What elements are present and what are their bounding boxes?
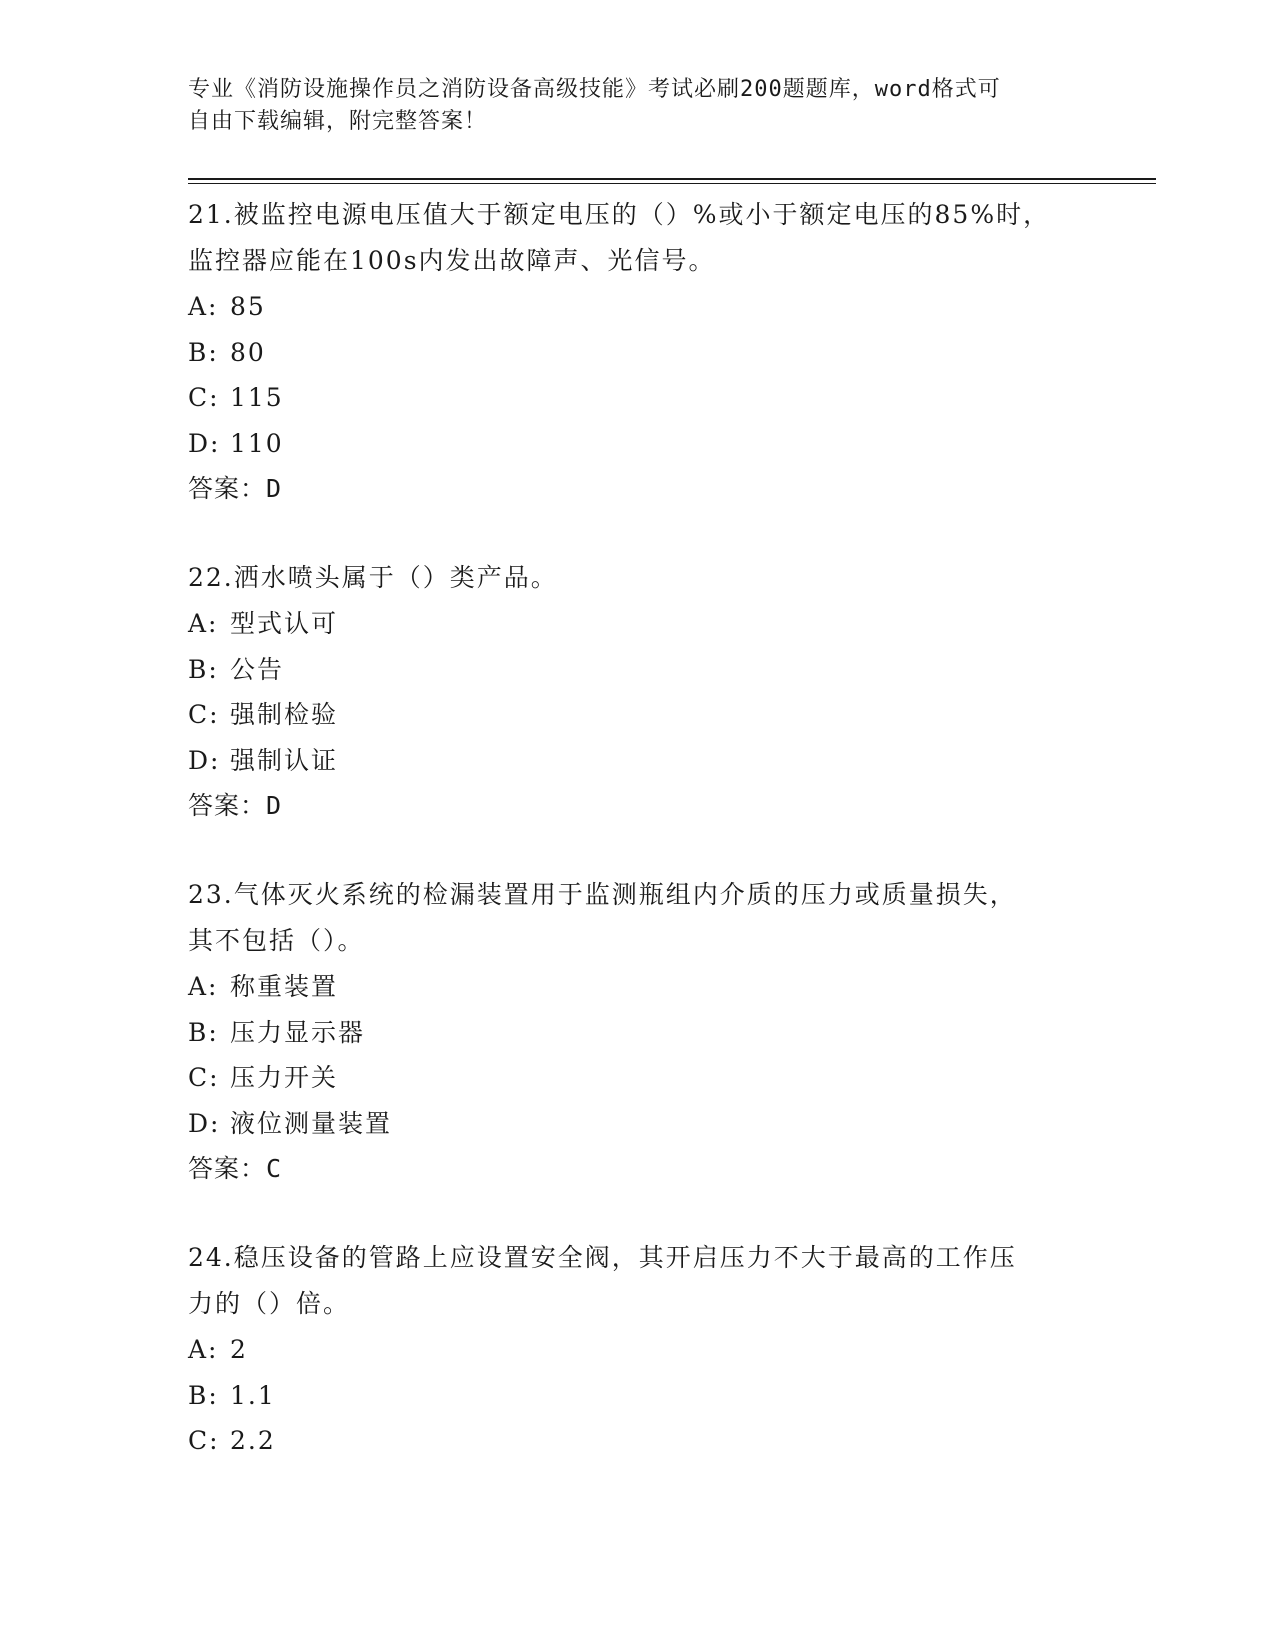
option-d bbox=[188, 1101, 1088, 1147]
option-c bbox=[188, 375, 1088, 421]
question-23 bbox=[188, 872, 1088, 1191]
option-label: D: bbox=[188, 1108, 221, 1138]
document-header bbox=[188, 74, 1068, 138]
option-label: D: bbox=[188, 745, 221, 775]
option-label: A: bbox=[188, 1335, 219, 1364]
header-line-2: 自由下载编辑，附完整答案！ bbox=[188, 109, 488, 134]
option-text: 110 bbox=[230, 428, 284, 458]
answer-line: 答案：D bbox=[188, 791, 283, 820]
answer-line: 答案：C bbox=[188, 1154, 283, 1183]
option-d bbox=[188, 421, 1088, 467]
option-d bbox=[188, 738, 1088, 784]
question-24 bbox=[188, 1235, 1088, 1464]
option-a bbox=[188, 284, 1088, 330]
header-divider-thick bbox=[188, 178, 1156, 180]
option-text: 公告 bbox=[230, 654, 285, 684]
option-b bbox=[188, 1010, 1088, 1056]
header-line-1: 专业《消防设施操作员之消防设备高级技能》考试必刷200题题库，word格式可 bbox=[188, 77, 1001, 102]
option-label: C: bbox=[188, 383, 220, 412]
question-text-line: 23.气体灭火系统的检漏装置用于监测瓶组内介质的压力或质量损失， bbox=[188, 880, 1017, 909]
option-b bbox=[188, 330, 1088, 376]
option-text: 80 bbox=[230, 337, 266, 367]
question-text-line: 22.洒水喷头属于（）类产品。 bbox=[188, 563, 558, 592]
option-text: 压力开关 bbox=[230, 1063, 339, 1092]
option-label: D: bbox=[188, 428, 221, 458]
question-text-line: 力的（）倍。 bbox=[188, 1289, 351, 1318]
option-label: B: bbox=[188, 1017, 219, 1047]
option-c bbox=[188, 1055, 1088, 1101]
option-label: B: bbox=[188, 337, 219, 367]
option-b bbox=[188, 647, 1088, 693]
option-text: 强制检验 bbox=[230, 700, 339, 729]
question-text-line: 24.稳压设备的管路上应设置安全阀，其开启压力不大于最高的工作压 bbox=[188, 1243, 1017, 1272]
option-c bbox=[188, 692, 1088, 738]
option-text: 液位测量装置 bbox=[230, 1108, 393, 1138]
question-21 bbox=[188, 192, 1088, 511]
option-b bbox=[188, 1373, 1088, 1419]
question-list bbox=[188, 192, 1088, 1464]
header-divider-thin bbox=[188, 183, 1156, 184]
option-label: C: bbox=[188, 1063, 220, 1092]
option-a bbox=[188, 601, 1088, 647]
option-label: A: bbox=[188, 609, 219, 638]
option-label: A: bbox=[188, 972, 219, 1001]
option-label: A: bbox=[188, 292, 219, 321]
question-text-line: 其不包括（）。 bbox=[188, 926, 365, 955]
option-text: 压力显示器 bbox=[230, 1017, 366, 1047]
option-text: 型式认可 bbox=[230, 609, 339, 638]
answer-line: 答案：D bbox=[188, 474, 283, 503]
option-label: C: bbox=[188, 1426, 220, 1455]
question-22 bbox=[188, 555, 1088, 828]
option-text: 1.1 bbox=[230, 1380, 276, 1410]
option-text: 2.2 bbox=[230, 1426, 276, 1455]
option-label: B: bbox=[188, 1380, 219, 1410]
option-text: 强制认证 bbox=[230, 745, 339, 775]
option-text: 2 bbox=[230, 1335, 248, 1364]
option-label: C: bbox=[188, 700, 220, 729]
option-c bbox=[188, 1418, 1088, 1464]
option-text: 115 bbox=[230, 383, 284, 412]
option-a bbox=[188, 964, 1088, 1010]
option-text: 85 bbox=[230, 292, 266, 321]
option-label: B: bbox=[188, 654, 219, 684]
question-text-line: 21.被监控电源电压值大于额定电压的（）%或小于额定电压的85%时， bbox=[188, 200, 1051, 229]
option-text: 称重装置 bbox=[230, 972, 339, 1001]
question-text-line: 监控器应能在100s内发出故障声、光信号。 bbox=[188, 246, 716, 275]
option-a bbox=[188, 1327, 1088, 1373]
